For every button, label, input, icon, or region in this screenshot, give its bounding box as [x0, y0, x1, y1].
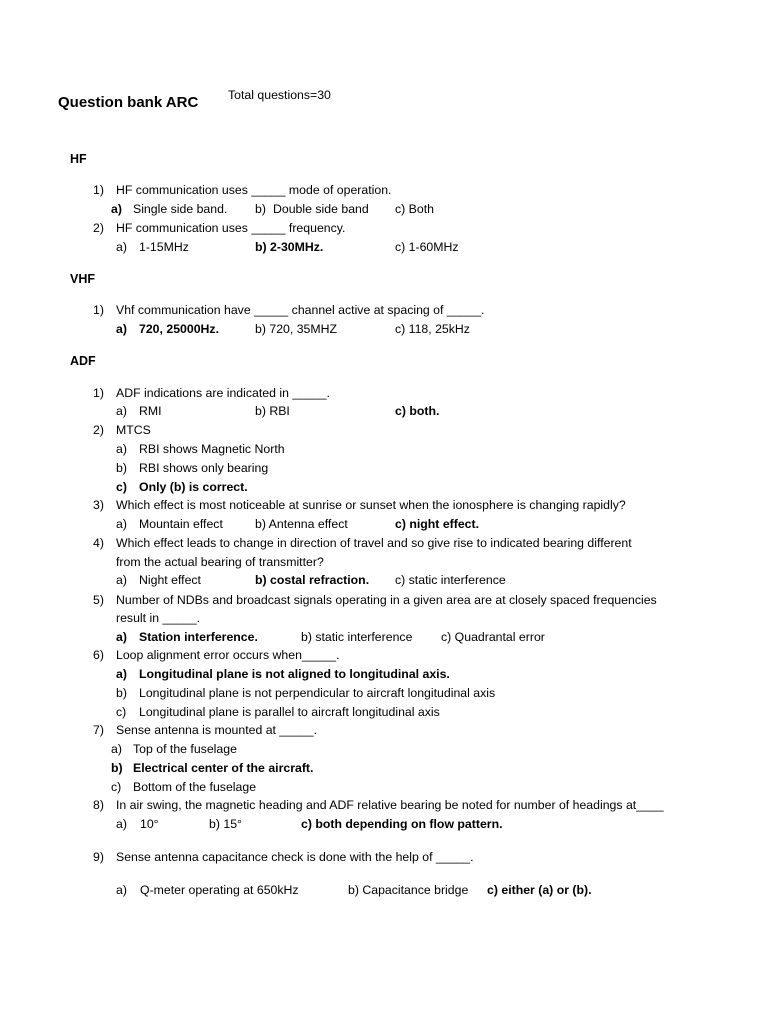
hf-q1-option-b: Double side band [273, 202, 369, 216]
adf-q2-option-a-label: a) [116, 442, 127, 456]
adf-q6-option-c: Longitudinal plane is parallel to aircraft longitudinal axis [139, 705, 440, 719]
adf-q3-text: Which effect is most noticeable at sunrise or sunset when the ionosphere is changing rapidly? [116, 498, 626, 512]
adf-q1-option-a: RMI [139, 404, 162, 418]
adf-q8-option-b: b) 15° [209, 817, 242, 831]
hf-q2-option-b: b) 2-30MHz. [255, 240, 324, 254]
section-heading-adf: ADF [70, 354, 96, 368]
hf-q1-text: HF communication uses _____ mode of operation. [116, 183, 392, 197]
hf-q1-option-c: c) Both [395, 202, 434, 216]
hf-q1-option-a: Single side band. [133, 202, 228, 216]
section-heading-vhf: VHF [70, 272, 95, 286]
hf-q1-option-a-label: a) [111, 202, 122, 216]
hf-q1-option-b-label: b) [255, 202, 266, 216]
vhf-q1-option-a-label: a) [116, 322, 127, 336]
adf-q3-option-c: c) night effect. [395, 517, 480, 531]
adf-q6-option-b: Longitudinal plane is not perpendicular to aircraft longitudinal axis [139, 686, 496, 700]
adf-q1-number: 1) [93, 386, 104, 400]
adf-q9-option-c: c) either (a) or (b). [487, 883, 592, 897]
adf-q6-number: 6) [93, 648, 104, 662]
adf-q6-option-c-label: c) [116, 705, 127, 719]
adf-q5-option-c: c) Quadrantal error [441, 630, 545, 644]
adf-q5-option-a: Station interference. [139, 630, 258, 644]
adf-q1-option-b: b) RBI [255, 404, 290, 418]
adf-q6-option-a: Longitudinal plane is not aligned to longitudinal axis. [139, 667, 450, 681]
adf-q2-option-b: RBI shows only bearing [139, 461, 269, 475]
adf-q5-text-line2: result in _____. [116, 611, 201, 625]
adf-q8-text: In air swing, the magnetic heading and ADF relative bearing be noted for number of headings at____ [116, 798, 664, 812]
vhf-q1-number: 1) [93, 303, 104, 317]
adf-q2-option-c-label: c) [116, 480, 127, 494]
adf-q4-option-c: c) static interference [395, 573, 506, 587]
adf-q5-text: Number of NDBs and broadcast signals operating in a given area are at closely spaced frequencies [116, 593, 657, 607]
adf-q2-option-c: Only (b) is correct. [139, 480, 248, 494]
adf-q5-option-a-label: a) [116, 630, 127, 644]
adf-q8-number: 8) [93, 798, 104, 812]
adf-q7-option-b-label: b) [111, 761, 123, 775]
adf-q9-option-a: Q-meter operating at 650kHz [140, 883, 299, 897]
hf-q1-number: 1) [93, 183, 104, 197]
adf-q7-option-a-label: a) [111, 742, 122, 756]
vhf-q1-text: Vhf communication have _____ channel active at spacing of _____. [116, 303, 485, 317]
adf-q9-option-b: b) Capacitance bridge [348, 883, 469, 897]
adf-q7-option-c-label: c) [111, 780, 122, 794]
adf-q3-option-a-label: a) [116, 517, 127, 531]
vhf-q1-option-a: 720, 25000Hz. [139, 322, 219, 336]
adf-q3-option-a: Mountain effect [139, 517, 223, 531]
adf-q4-option-a-label: a) [116, 573, 127, 587]
adf-q5-number: 5) [93, 593, 104, 607]
adf-q3-number: 3) [93, 498, 104, 512]
adf-q6-text: Loop alignment error occurs when_____. [116, 648, 340, 662]
adf-q4-text: Which effect leads to change in direction of travel and so give rise to indicated bearing different [116, 536, 632, 550]
adf-q2-text: MTCS [116, 423, 151, 437]
adf-q1-option-a-label: a) [116, 404, 127, 418]
adf-q9-option-a-label: a) [116, 883, 127, 897]
vhf-q1-option-b: b) 720, 35MHZ [255, 322, 338, 336]
adf-q2-option-a: RBI shows Magnetic North [139, 442, 285, 456]
adf-q4-option-a: Night effect [139, 573, 201, 587]
section-heading-hf: HF [70, 152, 87, 166]
hf-q2-number: 2) [93, 221, 104, 235]
adf-q4-option-b: b) costal refraction. [255, 573, 370, 587]
adf-q2-number: 2) [93, 423, 104, 437]
adf-q9-number: 9) [93, 850, 104, 864]
adf-q6-option-b-label: b) [116, 686, 127, 700]
hf-q2-option-a: 1-15MHz [139, 240, 189, 254]
adf-q2-option-b-label: b) [116, 461, 127, 475]
total-questions: Total questions=30 [228, 88, 331, 102]
adf-q7-option-b: Electrical center of the aircraft. [133, 761, 314, 775]
page-title: Question bank ARC [58, 94, 199, 111]
adf-q5-option-b: b) static interference [301, 630, 413, 644]
vhf-q1-option-c: c) 118, 25kHz [395, 322, 470, 336]
adf-q4-number: 4) [93, 536, 104, 550]
adf-q8-option-a-label: a) [116, 817, 127, 831]
adf-q1-option-c: c) both. [395, 404, 440, 418]
adf-q3-option-b: b) Antenna effect [255, 517, 348, 531]
adf-q8-option-a: 10° [140, 817, 159, 831]
adf-q7-text: Sense antenna is mounted at _____. [116, 723, 318, 737]
hf-q2-option-c: c) 1-60MHz [395, 240, 459, 254]
adf-q6-option-a-label: a) [116, 667, 127, 681]
adf-q4-text-line2: from the actual bearing of transmitter? [116, 555, 324, 569]
adf-q1-text: ADF indications are indicated in _____. [116, 386, 330, 400]
hf-q2-text: HF communication uses _____ frequency. [116, 221, 346, 235]
hf-q2-option-a-label: a) [116, 240, 127, 254]
adf-q7-number: 7) [93, 723, 104, 737]
adf-q8-option-c: c) both depending on flow pattern. [301, 817, 503, 831]
adf-q7-option-c: Bottom of the fuselage [133, 780, 257, 794]
adf-q7-option-a: Top of the fuselage [133, 742, 237, 756]
adf-q9-text: Sense antenna capacitance check is done with the help of _____. [116, 850, 474, 864]
